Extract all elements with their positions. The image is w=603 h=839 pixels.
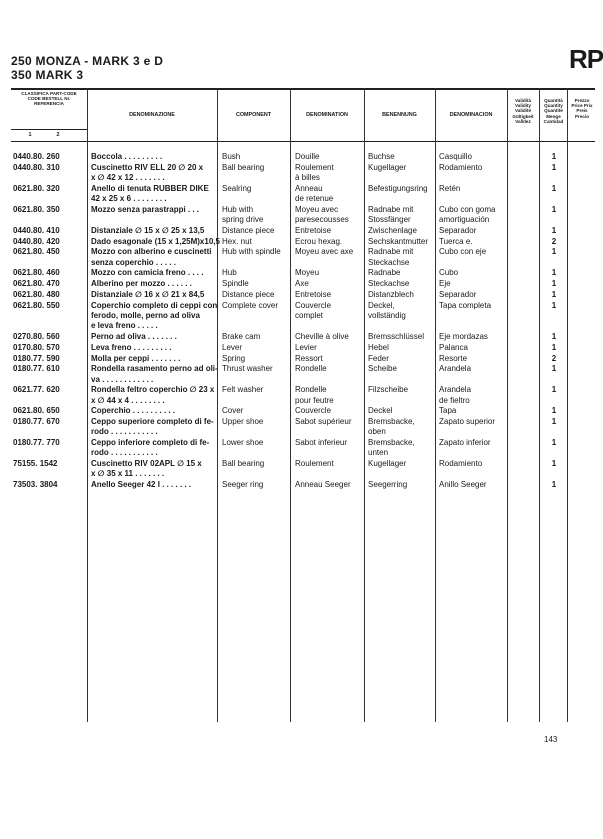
denominazione-text: Coperchio . . . . . . . . . .: [91, 406, 176, 416]
denominazione-text: Distanziale ∅ 15 x ∅ 25 x 13,5: [91, 225, 205, 235]
benennung-text: vollständig: [368, 311, 406, 320]
denominacion-text: Rodamiento: [439, 459, 483, 469]
quantity: 2: [551, 353, 557, 363]
denominacion-text: Zapato superior: [439, 417, 496, 427]
quantity: 1: [551, 406, 557, 416]
part-code: 0621.80. 350: [13, 204, 60, 214]
denominacion-text: Eje: [439, 279, 451, 289]
denomination-text: Entretoise: [295, 225, 332, 235]
quantity: 1: [551, 385, 557, 395]
denominazione-text: Distanziale ∅ 16 x ∅ 21 x 84,5: [91, 290, 205, 299]
denomination-text: Sabot supérieur: [295, 417, 352, 427]
denominacion-text: Arandela: [439, 364, 472, 374]
denomination-text: paresecousses: [295, 215, 349, 224]
denominacion-text: Cubo con eje: [439, 247, 487, 257]
component-text: Sealring: [222, 183, 252, 193]
denominazione-text: e leva freno . . . . .: [91, 321, 158, 331]
part-code: 0621.77. 620: [13, 385, 60, 395]
component-text: Brake cam: [222, 332, 261, 341]
component-text: Hub: [222, 268, 237, 278]
component-text: Complete cover: [222, 300, 279, 310]
benennung-text: Deckel: [368, 406, 393, 416]
section-mark: RP: [569, 44, 603, 74]
benennung-text: Hebel: [368, 342, 389, 352]
component-text: Bush: [222, 152, 241, 161]
denominazione-text: Rondella feltro coperchio ∅ 23 x: [91, 385, 215, 395]
quantity: 1: [551, 290, 557, 299]
denominazione-text: senza coperchio . . . . .: [91, 257, 176, 267]
benennung-text: Steckachse: [368, 257, 410, 267]
quantity: 1: [551, 268, 557, 278]
denomination-text: Rondelle: [295, 364, 327, 374]
denomination-text: Ecrou hexag.: [295, 236, 343, 246]
benennung-text: Kugellager: [368, 162, 407, 172]
header-quantita: Quantità Quantity Quantité Menge Cantidad: [543, 98, 564, 124]
quantity: 1: [551, 364, 557, 374]
denominazione-text: x ∅ 42 x 12 . . . . . . .: [91, 173, 165, 182]
benennung-text: Buchse: [368, 152, 395, 161]
part-code: 75155. 1542: [13, 459, 58, 469]
denomination-text: Sabot inferieur: [295, 438, 348, 448]
denominazione-text: 42 x 25 x 6 . . . . . . . .: [91, 194, 167, 203]
component-text: Distance piece: [222, 225, 275, 235]
benennung-text: Filzscheibe: [368, 385, 409, 395]
benennung-text: Bremsbacke,: [368, 417, 415, 427]
col-divider: [435, 88, 436, 722]
part-code: 0621.80. 450: [13, 247, 60, 257]
quantity: 2: [551, 236, 557, 246]
part-code: 0440.80. 260: [13, 152, 60, 161]
benennung-text: Radnabe: [368, 268, 401, 278]
benennung-text: Steckachse: [368, 279, 410, 289]
denominazione-text: Anello Seeger 42 I . . . . . . .: [91, 480, 192, 490]
header-denomination: DENOMINATION: [306, 112, 348, 118]
parts-table: [11, 88, 595, 722]
denomination-text: Ressort: [295, 353, 323, 363]
component-text: Ball bearing: [222, 162, 265, 172]
denomination-text: Moyeu: [295, 268, 320, 278]
quantity: 1: [551, 300, 557, 310]
component-text: Cover: [222, 406, 244, 416]
denominacion-text: Palanca: [439, 342, 468, 352]
part-code: 73503. 3804: [13, 480, 58, 490]
denominazione-text: Cuscinetto RIV ELL 20 ∅ 20 x: [91, 162, 204, 172]
quantity: 1: [551, 332, 557, 341]
quantity: 1: [551, 162, 557, 172]
quantity: 1: [551, 438, 557, 448]
benennung-text: Radnabe mit: [368, 204, 414, 214]
part-code: 0621.80. 460: [13, 268, 60, 278]
sub-header-1: 1: [28, 132, 32, 138]
denominacion-text: Cubo: [439, 268, 459, 278]
header-validita: Validità Validity Validité Gültigkeit Valldez: [512, 98, 534, 124]
header-denominazione: DENOMINAZIONE: [129, 112, 175, 118]
code-subheader-rule: [11, 129, 87, 130]
quantity: 1: [551, 480, 557, 490]
benennung-text: Deckel,: [368, 300, 395, 310]
component-text: Lever: [222, 342, 243, 352]
denominazione-text: Mozzo con alberino e cuscinetti: [91, 247, 212, 257]
col-divider: [364, 88, 365, 722]
denomination-text: Douille: [295, 152, 320, 161]
col-divider: [539, 88, 540, 722]
component-text: Spindle: [222, 279, 249, 289]
denominazione-text: Coperchio completo di ceppi con: [91, 300, 218, 310]
quantity: 1: [551, 204, 557, 214]
denominazione-text: Leva freno . . . . . . . . .: [91, 342, 172, 352]
benennung-text: Sechskantmutter: [368, 236, 429, 246]
denominazione-text: Alberino per mozzo . . . . . .: [91, 279, 192, 289]
component-text: Hub with spindle: [222, 247, 281, 257]
quantity: 1: [551, 152, 557, 161]
part-code: 0621.80. 550: [13, 300, 60, 310]
part-code: 0440.80. 310: [13, 162, 60, 172]
benennung-text: oben: [368, 427, 386, 437]
component-text: Hex. nut: [222, 236, 252, 246]
denominacion-text: amortiguación: [439, 215, 490, 224]
component-text: Upper shoe: [222, 417, 264, 427]
component-text: Ball bearing: [222, 459, 265, 469]
quantity: 1: [551, 279, 557, 289]
header-benennung: BENENNUNG: [382, 112, 417, 118]
denomination-text: à billes: [295, 173, 320, 182]
col-divider: [290, 88, 291, 722]
denominacion-text: Anillo Seeger: [439, 480, 487, 490]
denominacion-text: Cubo con goma: [439, 204, 496, 214]
denominacion-text: Separador: [439, 225, 477, 235]
quantity: 1: [551, 342, 557, 352]
component-text: Spring: [222, 353, 246, 363]
denominazione-text: Boccola . . . . . . . . .: [91, 152, 163, 161]
col-divider: [87, 88, 88, 722]
quantity: 1: [551, 247, 557, 257]
part-code: 0621.80. 650: [13, 406, 60, 416]
denominacion-text: Separador: [439, 290, 477, 299]
part-code: 0180.77. 670: [13, 417, 60, 427]
denominacion-text: Tapa completa: [439, 300, 492, 310]
denominazione-text: Perno ad oliva . . . . . . .: [91, 332, 177, 341]
denominazione-text: rodo . . . . . . . . . . .: [91, 448, 158, 458]
denomination-text: de retenue: [295, 194, 334, 203]
part-code: 0440.80. 420: [13, 236, 60, 246]
denominacion-text: de fieltro: [439, 395, 470, 405]
sub-header-2: 2: [56, 132, 60, 138]
benennung-text: Kugellager: [368, 459, 407, 469]
denominacion-text: Resorte: [439, 353, 468, 363]
denominazione-text: Ceppo inferiore completo di fe-: [91, 438, 210, 448]
part-code: 0180.77. 610: [13, 364, 60, 374]
part-code: 0180.77. 590: [13, 353, 60, 363]
denominazione-text: Cuscinetto RIV 02APL ∅ 15 x: [91, 459, 202, 469]
header-component: COMPONENT: [235, 112, 272, 118]
denominazione-text: Anello di tenuta RUBBER DIKE: [91, 183, 209, 193]
part-code: 0270.80. 560: [13, 332, 60, 341]
denomination-text: Moyeu avec axe: [295, 247, 354, 257]
col-divider: [567, 88, 568, 722]
page-number: 143: [544, 735, 558, 744]
component-text: Felt washer: [222, 385, 264, 395]
header-denominacion: DENOMINACION: [449, 112, 493, 118]
denomination-text: Rondelle: [295, 385, 327, 395]
denomination-text: Couvercle: [295, 300, 332, 310]
part-code: 0621.80. 320: [13, 183, 60, 193]
benennung-text: Seegerring: [368, 480, 408, 490]
denomination-text: Anneau: [295, 183, 323, 193]
component-text: Distance piece: [222, 290, 275, 299]
denomination-text: complet: [295, 311, 324, 320]
quantity: 1: [551, 417, 557, 427]
component-text: Lower shoe: [222, 438, 264, 448]
denominazione-text: x ∅ 35 x 11 . . . . . . .: [91, 469, 165, 479]
denomination-text: Anneau Seeger: [295, 480, 351, 490]
component-text: Seeger ring: [222, 480, 264, 490]
denominazione-text: x ∅ 44 x 4 . . . . . . . .: [91, 395, 165, 405]
denominacion-text: Arandela: [439, 385, 472, 395]
denomination-text: Roulement: [295, 162, 334, 172]
col-divider: [507, 88, 508, 722]
col-divider: [217, 88, 218, 722]
denominacion-text: Eje mordazas: [439, 332, 488, 341]
denominazione-text: Mozzo con camicia freno . . . .: [91, 268, 204, 278]
header-prezzo: Prezzo Price Prix Preis Precio: [571, 98, 593, 119]
part-code: 0180.77. 770: [13, 438, 60, 448]
quantity: 1: [551, 225, 557, 235]
header-title-line1: 250 MONZA - MARK 3 e D: [11, 54, 164, 68]
denomination-text: Levier: [295, 342, 317, 352]
denominacion-text: Tapa: [439, 406, 457, 416]
denomination-text: Couvercle: [295, 406, 332, 416]
denominacion-text: Zapato inferior: [439, 438, 491, 448]
header-title-line2: 350 MARK 3: [11, 68, 84, 82]
denomination-text: Entretoise: [295, 290, 332, 299]
denominazione-text: Dado esagonale (15 x 1,25M)x10,5: [91, 236, 220, 246]
part-code: 0621.80. 480: [13, 290, 60, 299]
component-text: Thrust washer: [222, 364, 273, 374]
denomination-text: Axe: [295, 279, 309, 289]
benennung-text: Bremsschlüssel: [368, 332, 425, 341]
component-text: spring drive: [222, 215, 264, 224]
denominacion-text: Rodamiento: [439, 162, 483, 172]
denomination-text: pour feutre: [295, 395, 334, 405]
benennung-text: Bremsbacke,: [368, 438, 415, 448]
denomination-text: Moyeu avec: [295, 204, 339, 214]
denominazione-text: Molla per ceppi . . . . . . .: [91, 353, 181, 363]
header-classifica: CLASSIFICA PART-CODE CODE BESTELL Nr. REFERENCIA: [21, 91, 77, 107]
denominazione-text: ferodo, molle, perno ad oliva: [91, 311, 200, 320]
benennung-text: Zwischenlage: [368, 225, 417, 235]
denomination-text: Cheville à olive: [295, 332, 349, 341]
benennung-text: Stossfänger: [368, 215, 411, 224]
benennung-text: unten: [368, 448, 389, 458]
benennung-text: Distanzblech: [368, 290, 414, 299]
quantity: 1: [551, 459, 557, 469]
quantity: 1: [551, 183, 557, 193]
denominazione-text: rodo . . . . . . . . . . .: [91, 427, 158, 437]
denominacion-text: Tuerca e.: [439, 236, 473, 246]
benennung-text: Radnabe mit: [368, 247, 414, 257]
part-code: 0621.80. 470: [13, 279, 60, 289]
part-code: 0440.80. 410: [13, 225, 60, 235]
component-text: Hub with: [222, 204, 254, 214]
denominacion-text: Retén: [439, 183, 461, 193]
benennung-text: Feder: [368, 353, 389, 363]
denomination-text: Roulement: [295, 459, 334, 469]
benennung-text: Befestigungsring: [368, 183, 428, 193]
denominazione-text: Rondella rasamento perno ad oli-: [91, 364, 218, 374]
denominazione-text: Ceppo superiore completo di fe-: [91, 417, 214, 427]
benennung-text: Scheibe: [368, 364, 397, 374]
denominazione-text: va . . . . . . . . . . . .: [91, 374, 154, 384]
denominacion-text: Casquillo: [439, 152, 472, 161]
part-code: 0170.80. 570: [13, 342, 60, 352]
denominazione-text: Mozzo senza parastrappi . . .: [91, 204, 200, 214]
